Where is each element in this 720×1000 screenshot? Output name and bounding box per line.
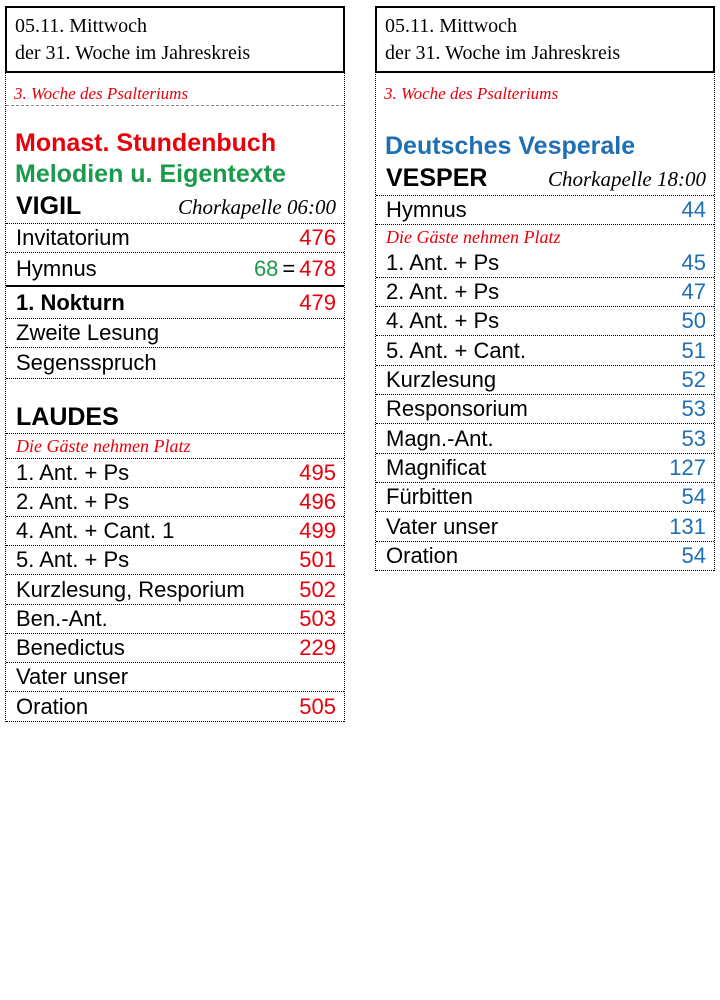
- list-item: [6, 252, 344, 285]
- item-label: 1. Nokturn: [16, 289, 125, 315]
- item-page: 478: [299, 256, 336, 281]
- item-page: 44: [681, 197, 706, 222]
- psalter-week: 3. Woche des Psalteriums: [14, 84, 189, 103]
- item-label: 2. Ant. + Ps: [16, 489, 130, 514]
- list-item: [6, 604, 344, 633]
- item-label: 1. Ant. + Ps: [386, 250, 500, 275]
- date-line: 05.11. Mittwoch: [385, 15, 518, 37]
- item-page: 54: [681, 484, 706, 509]
- list-item: [376, 277, 714, 306]
- item-label: Kurzlesung, Resporium: [16, 576, 245, 602]
- item-label: Oration: [16, 693, 89, 719]
- item-page: 47: [681, 279, 706, 304]
- list-item: [6, 633, 344, 662]
- item-page-alt: 68: [253, 256, 279, 281]
- item-label: Zweite Lesung: [16, 320, 160, 345]
- book-title: Monast. Stundenbuch: [15, 129, 277, 157]
- item-label: 5. Ant. + Cant.: [386, 337, 527, 363]
- date-line: 05.11. Mittwoch: [15, 15, 148, 37]
- list-item: [376, 511, 714, 541]
- item-label: Oration: [386, 543, 459, 568]
- list-item: [6, 545, 344, 574]
- item-label: 4. Ant. + Ps: [386, 308, 500, 333]
- item-label: Ben.-Ant.: [16, 606, 108, 631]
- week-line: der 31. Woche im Jahreskreis: [385, 42, 621, 64]
- office-place: Chorkapelle 06:00: [177, 195, 336, 219]
- item-page: 131: [669, 513, 706, 539]
- item-page: 45: [681, 250, 706, 275]
- list-item: [6, 662, 344, 691]
- book-title: Deutsches Vesperale: [385, 132, 636, 160]
- list-item: [6, 691, 344, 722]
- list-item: [376, 335, 714, 365]
- item-label: Magn.-Ant.: [386, 425, 494, 451]
- right-column: [375, 6, 715, 571]
- item-page: 501: [299, 547, 336, 572]
- item-page: 505: [299, 693, 336, 719]
- date-header: [375, 6, 715, 73]
- list-item: [376, 394, 714, 423]
- left-column: [5, 6, 345, 722]
- item-page: 127: [669, 455, 706, 480]
- equals-sign: =: [282, 256, 296, 281]
- item-page: 53: [681, 425, 706, 451]
- item-page: 52: [681, 367, 706, 392]
- list-item: [376, 423, 714, 453]
- melodies-title: Melodien u. Eigentexte: [15, 160, 286, 188]
- list-item: [6, 458, 344, 487]
- list-item: [6, 516, 344, 545]
- item-label: Invitatorium: [16, 225, 130, 250]
- item-label: Magnificat: [386, 455, 487, 480]
- office-name: VESPER: [386, 164, 488, 192]
- list-item: [376, 453, 714, 482]
- item-label: Hymnus: [386, 197, 467, 222]
- list-item: [376, 541, 714, 571]
- list-item: [6, 574, 344, 604]
- item-label: Kurzlesung: [386, 367, 497, 392]
- item-page: 476: [299, 225, 336, 250]
- item-page: 51: [681, 337, 706, 363]
- list-item: [6, 285, 344, 318]
- item-label: Segensspruch: [16, 350, 157, 375]
- item-page: 50: [681, 308, 706, 333]
- item-page: 496: [299, 489, 336, 514]
- item-page: 53: [681, 396, 706, 421]
- item-label: Responsorium: [386, 396, 528, 421]
- item-label: 1. Ant. + Ps: [16, 460, 130, 485]
- item-page-group: [254, 256, 336, 282]
- list-item: [6, 347, 344, 379]
- item-label: Vater unser: [386, 513, 499, 539]
- vesper-heading: [376, 162, 714, 195]
- list-item: [376, 306, 714, 335]
- item-page: 495: [299, 460, 336, 485]
- item-label: Hymnus: [16, 256, 97, 281]
- guest-note: Die Gäste nehmen Platz: [376, 224, 714, 249]
- vigil-heading: [6, 190, 344, 223]
- item-page: 229: [299, 635, 336, 660]
- list-item: [376, 365, 714, 394]
- item-page: 502: [299, 576, 336, 602]
- guest-note: Die Gäste nehmen Platz: [6, 433, 344, 458]
- list-item: [376, 195, 714, 224]
- item-label: 4. Ant. + Cant. 1: [16, 518, 175, 543]
- office-place: Chorkapelle 18:00: [547, 167, 706, 191]
- office-name: VIGIL: [16, 192, 82, 220]
- item-label: Vater unser: [16, 664, 129, 689]
- item-label: 5. Ant. + Ps: [16, 547, 130, 572]
- item-page: 54: [681, 543, 706, 568]
- item-label: 2. Ant. + Ps: [386, 279, 500, 304]
- item-label: Fürbitten: [386, 484, 473, 509]
- item-page: 479: [299, 289, 336, 315]
- list-item: [376, 482, 714, 511]
- item-page: 499: [299, 518, 336, 543]
- office-name: LAUDES: [16, 403, 119, 431]
- psalter-week: 3. Woche des Psalteriums: [384, 84, 559, 103]
- date-header: [5, 6, 345, 73]
- week-line: der 31. Woche im Jahreskreis: [15, 42, 251, 64]
- list-item: [6, 487, 344, 516]
- list-item: [6, 223, 344, 252]
- item-label: Benedictus: [16, 635, 125, 660]
- list-item: [376, 249, 714, 277]
- item-page: 503: [299, 606, 336, 631]
- list-item: [6, 318, 344, 347]
- laudes-heading: [6, 401, 344, 433]
